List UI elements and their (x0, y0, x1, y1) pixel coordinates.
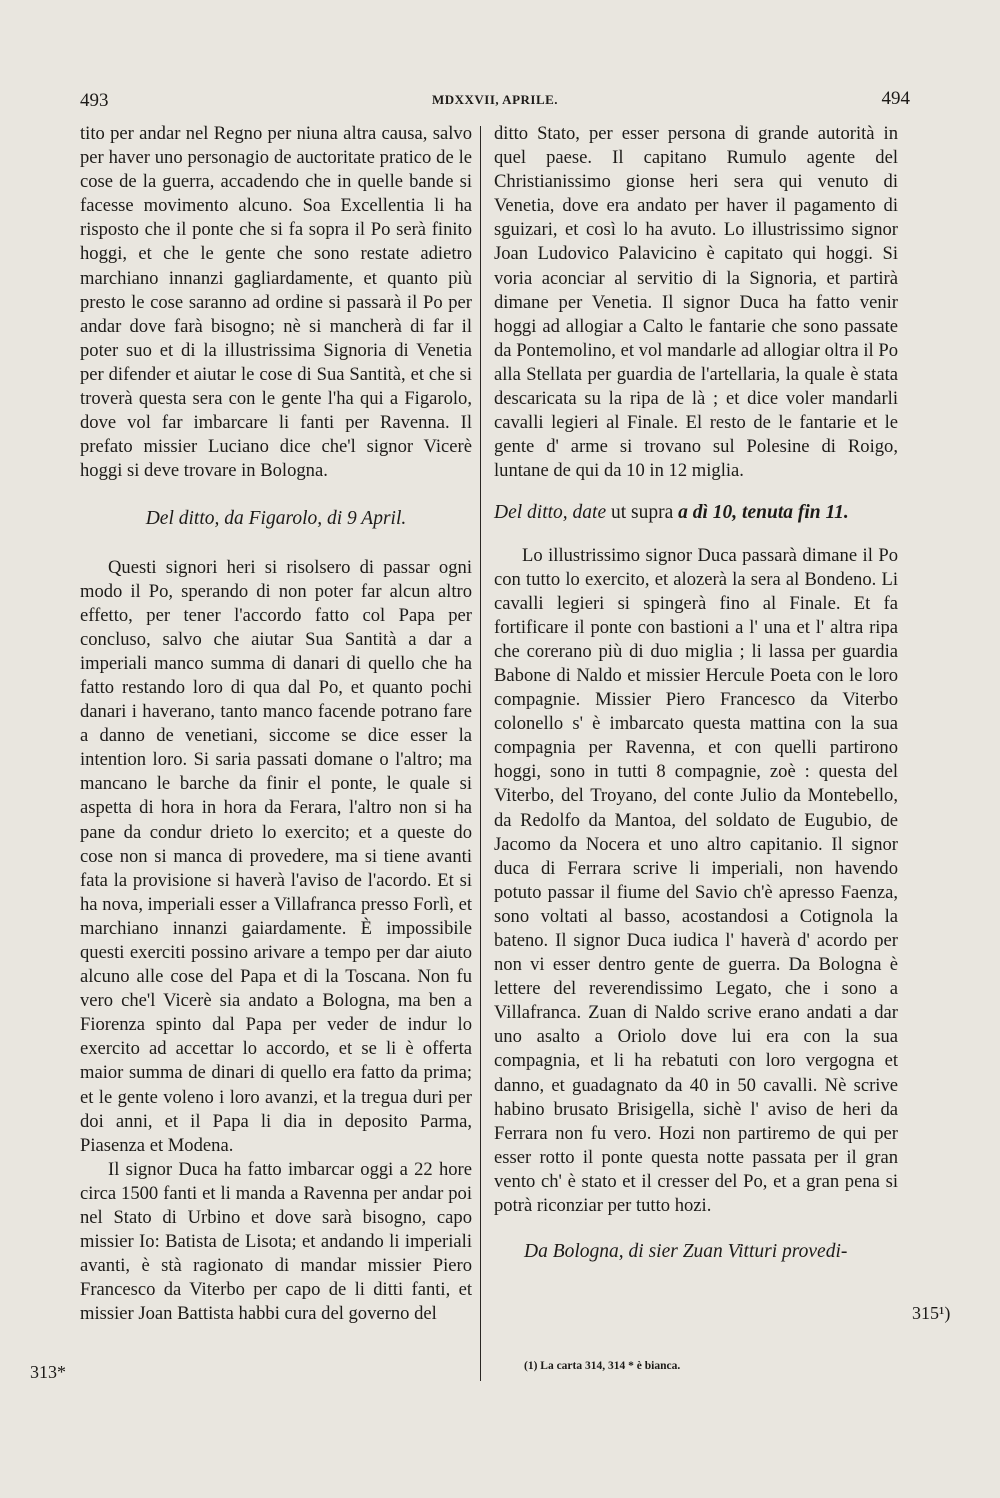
left-paragraph-1: tito per andar nel Regno per niuna altra causa, salvo per haver uno personagio de auctoritate pratico de le cose de la guerra, accadendo che in quelle bande si facesse movimento alcuno. Soa Excellentia li ha risposto che il ponte che si fa sopra il Po serà finito hoggi, et che le gente che sono restate adietro marchiano innanzi gagliardamente, et quanto più presto le cose saranno ad ordine si passarà il Po per andar dove farà bisogno; nè si mancherà di far il poter suo et di la illustrissima Signoria di Venetia per difender et aiutar le cose di Sua Santità, et che si troverà questa sera con le gente l'ha qui a Figarolo, dove vol far imbarcare li fanti per Ravenna. Il prefato missier Luciano dice che'l signor Vicerè hoggi si deve trovare in Bologna. (80, 123, 472, 482)
left-section-heading: Del ditto, da Figarolo, di 9 April. (145, 508, 407, 530)
page-number-left: 493 (80, 90, 109, 111)
column-divider (480, 126, 481, 1381)
right-paragraph-2: Lo illustrissimo signor Duca passarà dimane il Po con tutto lo exercito, et alozerà la sera al Bondeno. Li cavalli legieri si spingerà fino al Finale. Et fa fortificare il ponte con bastioni a l' una et l' altra ripa che corerano più di duo miglia ; li lassa per guardia Babone di Naldo et missier Hercule Poeta con le loro compagnie. Missier Piero Francesco da Viterbo colonello s' è imbarcato questa mattina con la sua compagnia per Ravenna, et con quelli partirono hoggi, sono in tutti 8 compagnie, zoè : questa del Viterbo, del Troyano, del conte Julio da Montebello, da Redolfo da Mantoa, del soldato de Eugubio, de Jacomo da Nocera et uno altro capitanio. Il signor duca di Ferrara scrive li imperiali, non havendo potuto passar il fiume del Savio ch'è apresso Faenza, sono voltati al basso, acostandosi a Cotignola la bateno. Il signor Duca iudica l' haverà d' acordo per non vi esser dentro gente de guerra. Da Bologna è lettere del reverendissimo Legato, che i sono a Villafranca. Zuan di Naldo scrive erano andati a dar uno asalto a Oriolo dove lui era con la sua compagnia, et li ha rebatuti con loro vergogna et danno, et guadagnato da 40 in 50 cavalli. Nè scrive habino brusato Brisigella, sichè l' aviso de heri da Ferrara non fu vero. Hozi non partiremo de qui per esser rotto il ponte questa notte passata per il gran vento ch' è stato et il cresser del Po, et a gran pena si potrà riconziar per tutto hozi. (494, 544, 898, 1217)
left-column (80, 122, 472, 1327)
margin-note-right: 315¹) (912, 1303, 951, 1323)
right-closing-heading: Da Bologna, di sier Zuan Vitturi provedi- (524, 1241, 848, 1263)
heading-ut-supra: ut supra (610, 502, 674, 524)
right-section-heading (494, 501, 898, 525)
heading-date: a dì 10, tenuta fin 11. (678, 502, 849, 524)
footnote: (1) La carta 314, 314 * è bianca. (524, 1360, 681, 1372)
heading-lead: Del ditto, date (494, 502, 607, 524)
page-number-right: 494 (881, 88, 910, 109)
running-title: MDXXVII, APRILE. (431, 92, 559, 107)
right-column (494, 122, 898, 1264)
right-paragraph-1: ditto Stato, per esser persona di grande autorità in quel paese. Il capitano Rumulo agente del Christianissimo gionse heri sera qui venuto di Venetia, dove era andato per haver il pagamento di sguizari, et così lo ha avuto. Lo illustrissimo signor Joan Ludovico Palavicino è capitato qui hoggi. Si voria aconciar al servitio di la Signoria, et partirà dimane per Venetia. Il signor Duca ha fatto venir hoggi ad allogiar a Calto le fantarie che sono passate da Pontemolino, et vol mandarle ad allogiar oltra il Po alla Stellata per guardia de l'artellaria, la quale è stata descaricata su la ripa de là ; et dice voler mandarli cavalli legieri al Finale. El resto de le fantarie et le gente d' arme si trovano sul Polesine di Roigo, luntane de qui da 10 in 12 miglia. (494, 123, 898, 482)
running-header (80, 88, 910, 116)
left-paragraph-2: Questi signori heri si risolsero di passar ogni modo il Po, sperando di non poter far alcun altro effetto, per tener l'accordo fatto col Papa per concluso, salvo che aiutar Sua Santità a dar a imperiali manco summa di danari di quello che ha fatto restando loro di qua dal Po, et quanto pochi danari i haverano, tanto manco facende potrano fare a danno de venetiani, siccome se dice esser la intention loro. Si saria passati domane o l'altro; ma mancano le barche da finir el ponte, le quale si aspetta di hora in hora da Ferara, l'altro non si ha pane da condur drieto lo exercito; et a queste do cose non si manca di provedere, ma si tiene avanti fata la provisione si haverà l'aviso de l'acordo. Et si ha nova, imperiali esser a Villafranca presso Forlì, et marchiano innanzi gaiardamente. È impossibile questi exerciti possino arivare a tempo per dar aiuto alcuno alle cose del Papa et di la Toscana. Non fu vero che'l Vicerè sia andato a Bologna, ma ben a Fiorenza spinto dal Papa per veder de indur lo exercito ad accettar lo accordo, et se li è offerta maior summa de dinari di quello era fatto da prima; et le gente voleno i loro avanzi, et la tregua duri per doi anni, et il Papa li dia in deposito Parma, Piasenza et Modena. (80, 556, 472, 1156)
margin-note-left: 313* (30, 1362, 66, 1382)
left-paragraph-3: Il signor Duca ha fatto imbarcar oggi a 22 hore circa 1500 fanti et li manda a Ravenna per andar poi nel Stato di Urbino et dove sarà bisogno, capo missier Io: Batista de Lisota; et andando li imperiali avanti, è stà ragionato di mandar missier Piero Francesco da Viterbo per capo de li ditti fanti, et missier Joan Battista habbi cura del governo del (80, 1158, 472, 1325)
